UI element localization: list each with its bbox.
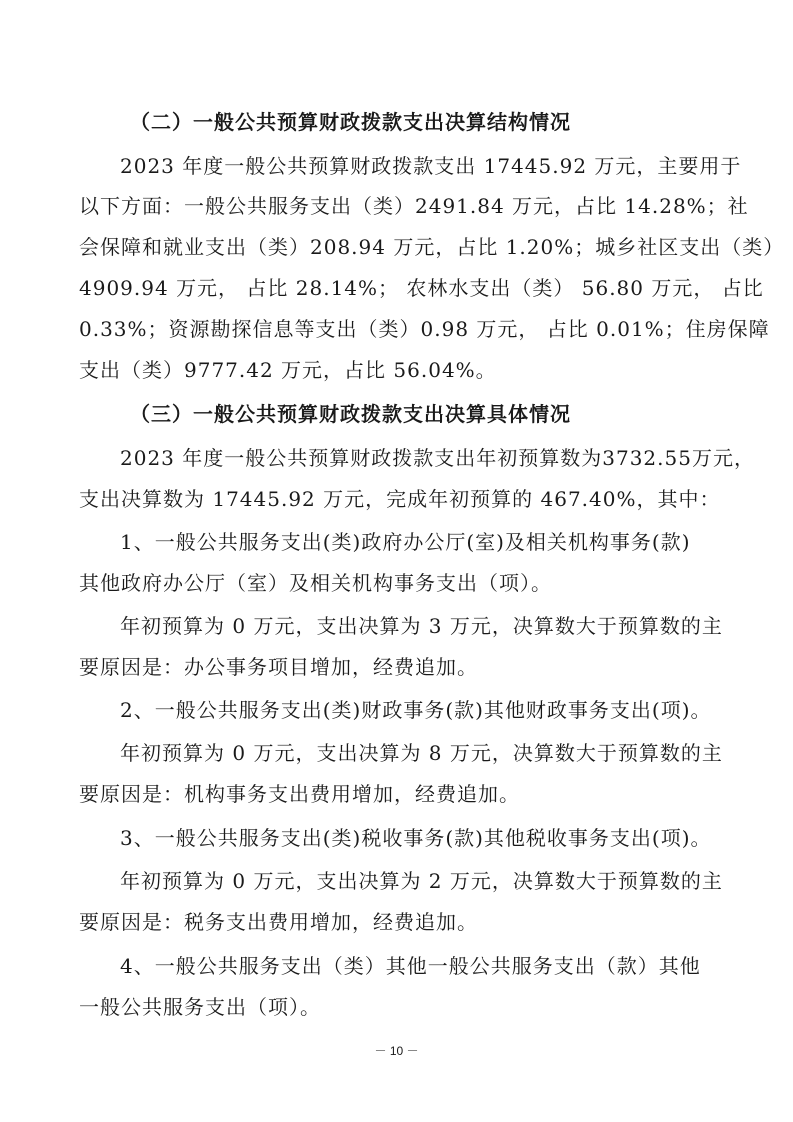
note-line: 要原因是：机构事务支出费用增加，经费追加。 — [79, 782, 520, 806]
page-number: － 10 － — [374, 1044, 419, 1058]
list-item-1-cont: 其他政府办公厅（室）及相关机构事务支出（项）。 — [79, 571, 552, 595]
section-heading-2: （二）一般公共预算财政拨款支出决算结构情况 — [130, 110, 571, 134]
list-item-1: 1、一般公共服务支出(类)政府办公厅(室)及相关机构事务(款) — [120, 530, 691, 554]
paragraph-line: 4909.94 万元， 占比 28.14%； 农林水支出（类） 56.80 万元， 占比 — [79, 276, 764, 300]
paragraph-line: 支出（类）9777.42 万元，占比 56.04%。 — [79, 358, 497, 382]
paragraph-line: 会保障和就业支出（类）208.94 万元，占比 1.20%；城乡社区支出（类） — [79, 235, 785, 259]
paragraph-line: 2023 年度一般公共预算财政拨款支出年初预算数为3732.55万元， — [120, 446, 755, 470]
note-line: 年初预算为 0 万元，支出决算为 8 万元，决算数大于预算数的主 — [120, 741, 723, 765]
paragraph-line: 2023 年度一般公共预算财政拨款支出 17445.92 万元，主要用于 — [120, 154, 742, 178]
paragraph-line: 支出决算数为 17445.92 万元，完成年初预算的 467.40%，其中： — [79, 487, 721, 511]
note-line: 要原因是：税务支出费用增加，经费追加。 — [79, 910, 478, 934]
paragraph-line: 以下方面：一般公共服务支出（类）2491.84 万元，占比 14.28%；社 — [79, 194, 749, 218]
section-heading-3: （三）一般公共预算财政拨款支出决算具体情况 — [130, 402, 571, 426]
paragraph-line: 0.33%；资源勘探信息等支出（类）0.98 万元， 占比 0.01%；住房保障 — [79, 317, 770, 341]
note-line: 年初预算为 0 万元，支出决算为 3 万元，决算数大于预算数的主 — [120, 614, 723, 638]
list-item-3: 3、一般公共服务支出(类)税收事务(款)其他税收事务支出(项)。 — [120, 826, 712, 850]
list-item-2: 2、一般公共服务支出(类)财政事务(款)其他财政事务支出(项)。 — [120, 698, 712, 722]
list-item-4: 4、一般公共服务支出（类）其他一般公共服务支出（款）其他 — [120, 954, 701, 978]
note-line: 要原因是：办公事务项目增加，经费追加。 — [79, 655, 478, 679]
list-item-4-cont: 一般公共服务支出（项）。 — [79, 995, 321, 1019]
note-line: 年初预算为 0 万元，支出决算为 2 万元，决算数大于预算数的主 — [120, 869, 723, 893]
